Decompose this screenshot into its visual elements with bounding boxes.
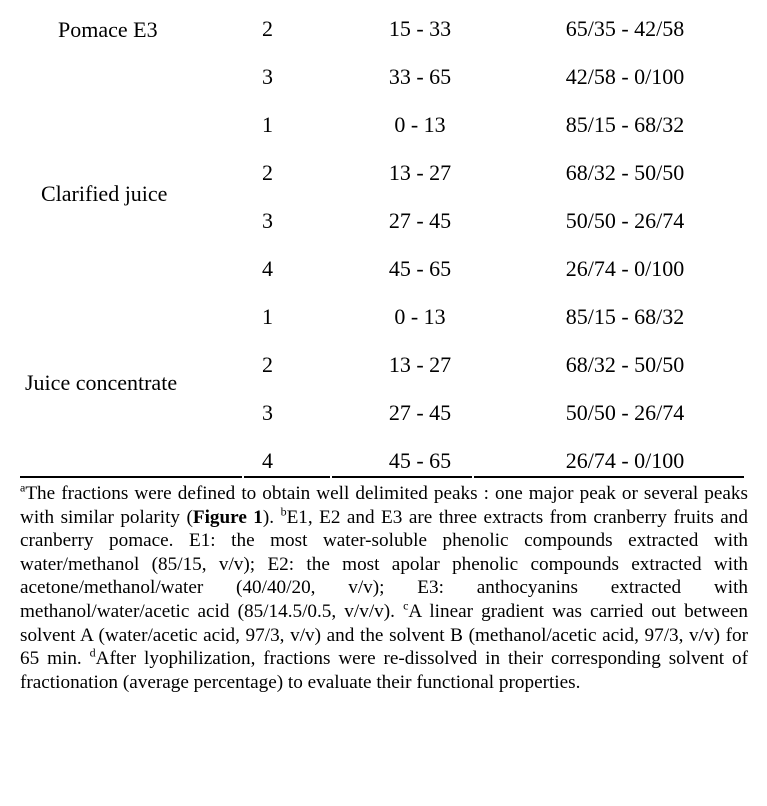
sample-label-juice-concentrate: Juice concentrate: [25, 370, 178, 395]
time-cell: 15 - 33: [388, 16, 452, 41]
fraction-cell: 1: [262, 304, 273, 329]
footnote-a-end: ).: [262, 506, 275, 528]
fraction-cell: 3: [262, 400, 273, 425]
time-cell: 13 - 27: [388, 352, 452, 377]
time-cell: 45 - 65: [388, 448, 452, 473]
table-bottom-rule: [474, 476, 744, 478]
fractionation-table: [20, 0, 744, 478]
table-row: [20, 192, 744, 240]
table-row: [20, 48, 744, 96]
footnote-mark-d: d: [89, 645, 96, 660]
time-cell: 13 - 27: [388, 160, 452, 185]
table-bottom-rule: [332, 476, 472, 478]
ratio-cell: 65/35 - 42/58: [565, 16, 685, 41]
ratio-cell: 26/74 - 0/100: [565, 448, 685, 473]
time-cell: 0 - 13: [394, 304, 446, 329]
ratio-cell: 50/50 - 26/74: [565, 208, 685, 233]
fraction-cell: 3: [262, 208, 273, 233]
table-bottom-rule: [20, 476, 242, 478]
fraction-cell: 2: [262, 160, 273, 185]
fraction-cell: 4: [262, 448, 273, 473]
ratio-cell: 85/15 - 68/32: [565, 112, 685, 137]
fraction-cell: 1: [262, 112, 273, 137]
table-row: [20, 144, 744, 192]
table-row: [20, 96, 744, 144]
footnote-c-text: A linear gradient was carried out between solvent A (water/acetic acid, 97/3, v/v) and the solvent B (methanol/acetic acid, 97/3, v/v) for 65 min.: [20, 600, 748, 670]
figure-1-reference: Figure 1: [192, 506, 263, 528]
footnote-mark-a: a: [20, 480, 26, 495]
ratio-cell: 85/15 - 68/32: [565, 304, 685, 329]
time-cell: 33 - 65: [388, 64, 452, 89]
footnote-mark-b: b: [280, 504, 287, 519]
fraction-cell: 4: [262, 256, 273, 281]
table-footnotes: [20, 482, 748, 694]
time-cell: 27 - 45: [388, 400, 452, 425]
fraction-cell: 2: [262, 16, 273, 41]
table-row: [20, 432, 744, 480]
sample-label-pomace-e3: Pomace E3: [58, 17, 158, 42]
table-row: [20, 0, 744, 48]
footnote-b-text: E1, E2 and E3 are three extracts from cranberry fruits and cranberry pomace. E1: the most water-soluble phenolic compounds extracted with water/methanol (85/15, v/v); E2: the most apolar phenolic compounds extracted with acetone/methanol/water (40/40/20, v/v); E3: anthocyanins extracted with methanol/water/acetic acid (85/14.5/0.5, v/v/v).: [20, 506, 748, 622]
table-row: [20, 336, 744, 384]
table-row: [20, 288, 744, 336]
footnote-mark-c: c: [403, 598, 409, 613]
ratio-cell: 42/58 - 0/100: [565, 64, 685, 89]
ratio-cell: 68/32 - 50/50: [565, 160, 685, 185]
time-cell: 0 - 13: [394, 112, 446, 137]
ratio-cell: 26/74 - 0/100: [565, 256, 685, 281]
table-row: [20, 384, 744, 432]
footnote-d-text: After lyophilization, fractions were re-dissolved in their corresponding solvent of fractionation (average percentage) to evaluate their functional properties.: [20, 648, 749, 693]
time-cell: 45 - 65: [388, 256, 452, 281]
table-bottom-rule: [244, 476, 330, 478]
time-cell: 27 - 45: [388, 208, 452, 233]
ratio-cell: 50/50 - 26/74: [565, 400, 685, 425]
fraction-cell: 3: [262, 64, 273, 89]
ratio-cell: 68/32 - 50/50: [565, 352, 685, 377]
sample-label-clarified-juice: Clarified juice: [41, 181, 168, 206]
fraction-cell: 2: [262, 352, 273, 377]
footnote-a-text: The fractions were defined to obtain well delimited peaks : one major peak or several peaks with similar polarity (: [20, 483, 748, 528]
table-row: [20, 240, 744, 288]
